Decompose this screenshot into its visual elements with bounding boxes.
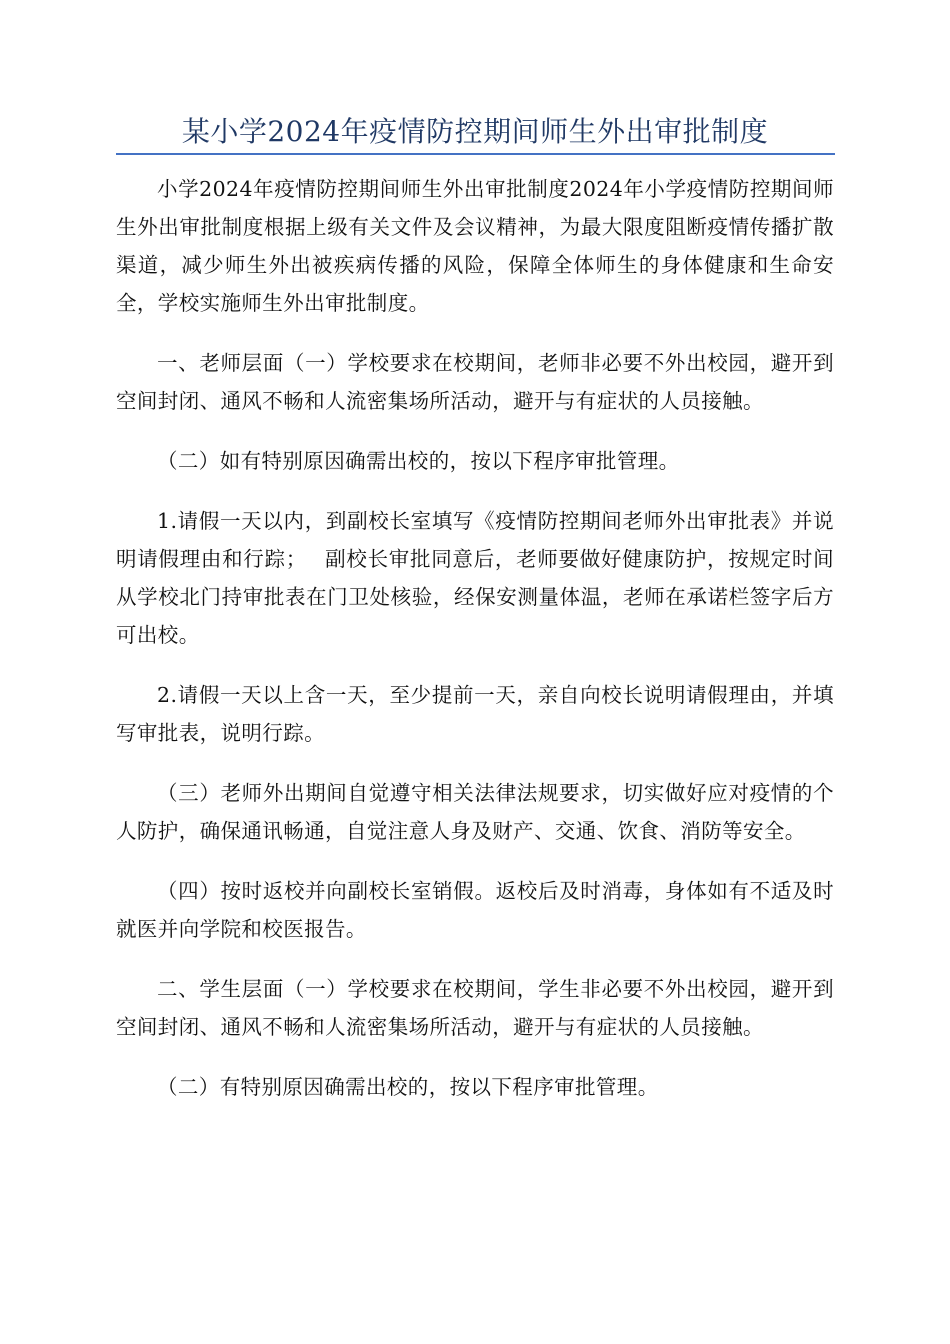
paragraph-teacher-section-2: （二）如有特别原因确需出校的，按以下程序审批管理。 <box>157 449 680 473</box>
paragraph-student-section-1: 二、学生层面（一）学校要求在校期间，学生非必要不外出校园，避开到空间封闭、通风不畅和人流密集场所活动，避开与有症状的人员接触。 <box>116 977 834 1039</box>
paragraph-teacher-leave-under-one-day: 1.请假一天以内，到副校长室填写《疫情防控期间老师外出审批表》并说明请假理由和行踪； 副校长审批同意后，老师要做好健康防护，按规定时间从学校北门持审批表在门卫处核验，经保安测量体温，老师在承诺栏签字后方可出校。 <box>116 509 834 647</box>
document-body <box>116 170 834 1128</box>
paragraph-teacher-section-3: （三）老师外出期间自觉遵守相关法律法规要求，切实做好应对疫情的个人防护，确保通讯畅通，自觉注意人身及财产、交通、饮食、消防等安全。 <box>116 781 834 843</box>
paragraph-teacher-leave-over-one-day: 2.请假一天以上含一天，至少提前一天，亲自向校长说明请假理由，并填写审批表，说明行踪。 <box>116 683 834 745</box>
document-title: 某小学2024年疫情防控期间师生外出审批制度 <box>181 115 769 148</box>
paragraph-teacher-section-4: （四）按时返校并向副校长室销假。返校后及时消毒，身体如有不适及时就医并向学院和校医报告。 <box>116 879 834 941</box>
paragraph-teacher-section-1: 一、老师层面（一）学校要求在校期间，老师非必要不外出校园，避开到空间封闭、通风不畅和人流密集场所活动，避开与有症状的人员接触。 <box>116 351 834 413</box>
title-underline <box>116 153 835 155</box>
paragraph-intro: 小学2024年疫情防控期间师生外出审批制度2024年小学疫情防控期间师生外出审批制度根据上级有关文件及会议精神，为最大限度阻断疫情传播扩散渠道，减少师生外出被疾病传播的风险，保障全体师生的身体健康和生命安全，学校实施师生外出审批制度。 <box>116 177 834 315</box>
paragraph-student-section-2: （二）有特别原因确需出校的，按以下程序审批管理。 <box>157 1075 659 1099</box>
